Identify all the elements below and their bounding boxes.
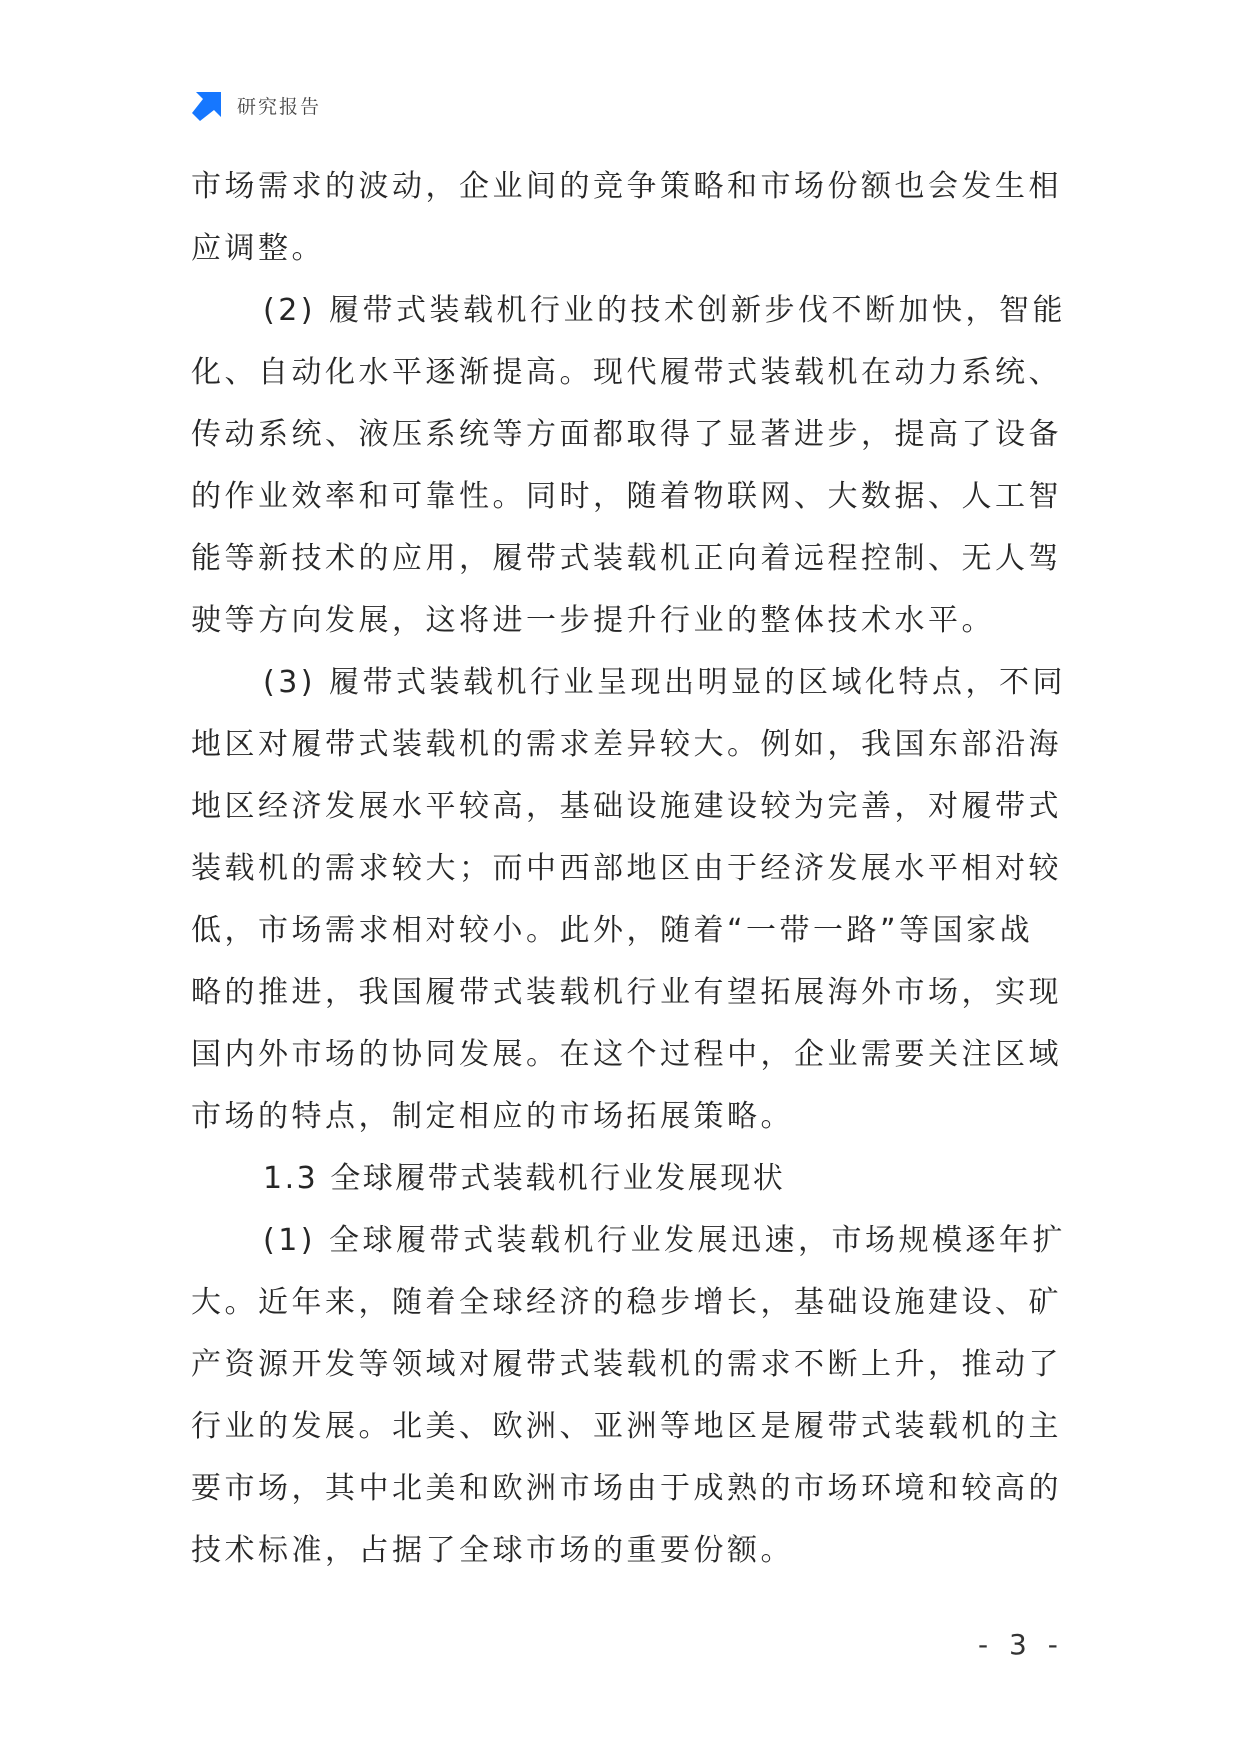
text-line: 技术标准，占据了全球市场的重要份额。 [191, 1533, 794, 1568]
page-number: - 3 - [978, 1628, 1064, 1661]
text-line: 国内外市场的协同发展。在这个过程中，企业需要关注区域 [191, 1037, 1062, 1072]
arrow-up-right-icon [191, 88, 225, 122]
paragraph-start: (2) 履带式装载机行业的技术创新步伐不断加快，智能 [263, 293, 1067, 328]
document-body [191, 156, 1067, 1582]
text-line: 市场的特点，制定相应的市场拓展策略。 [191, 1099, 794, 1134]
text-line: 化、自动化水平逐渐提高。现代履带式装载机在动力系统、 [191, 355, 1062, 390]
paragraph-start: (3) 履带式装载机行业呈现出明显的区域化特点，不同 [263, 665, 1067, 700]
header-title: 研究报告 [237, 95, 322, 118]
text-line: 装载机的需求较大；而中西部地区由于经济发展水平相对较 [191, 851, 1062, 886]
text-line: 能等新技术的应用，履带式装载机正向着远程控制、无人驾 [191, 541, 1062, 576]
section-heading: 1.3 全球履带式装载机行业发展现状 [263, 1161, 786, 1196]
text-line: 市场需求的波动，企业间的竞争策略和市场份额也会发生相 [191, 169, 1062, 204]
text-line: 略的推进，我国履带式装载机行业有望拓展海外市场，实现 [191, 975, 1062, 1010]
text-line: 地区对履带式装载机的需求差异较大。例如，我国东部沿海 [191, 727, 1062, 762]
paragraph-start: (1) 全球履带式装载机行业发展迅速，市场规模逐年扩 [263, 1223, 1067, 1258]
text-line: 产资源开发等领域对履带式装载机的需求不断上升，推动了 [191, 1347, 1062, 1382]
text-line: 应调整。 [191, 231, 325, 266]
text-line: 传动系统、液压系统等方面都取得了显著进步，提高了设备 [191, 417, 1062, 452]
text-line: 要市场，其中北美和欧洲市场由于成熟的市场环境和较高的 [191, 1471, 1062, 1506]
text-line: 大。近年来，随着全球经济的稳步增长，基础设施建设、矿 [191, 1285, 1062, 1320]
report-header [191, 88, 321, 122]
text-line: 低，市场需求相对较小。此外，随着“一带一路”等国家战 [191, 913, 1034, 948]
text-line: 行业的发展。北美、欧洲、亚洲等地区是履带式装载机的主 [191, 1409, 1062, 1444]
text-line: 驶等方向发展，这将进一步提升行业的整体技术水平。 [191, 603, 995, 638]
text-line: 的作业效率和可靠性。同时，随着物联网、大数据、人工智 [191, 479, 1062, 514]
text-line: 地区经济发展水平较高，基础设施建设较为完善，对履带式 [191, 789, 1062, 824]
